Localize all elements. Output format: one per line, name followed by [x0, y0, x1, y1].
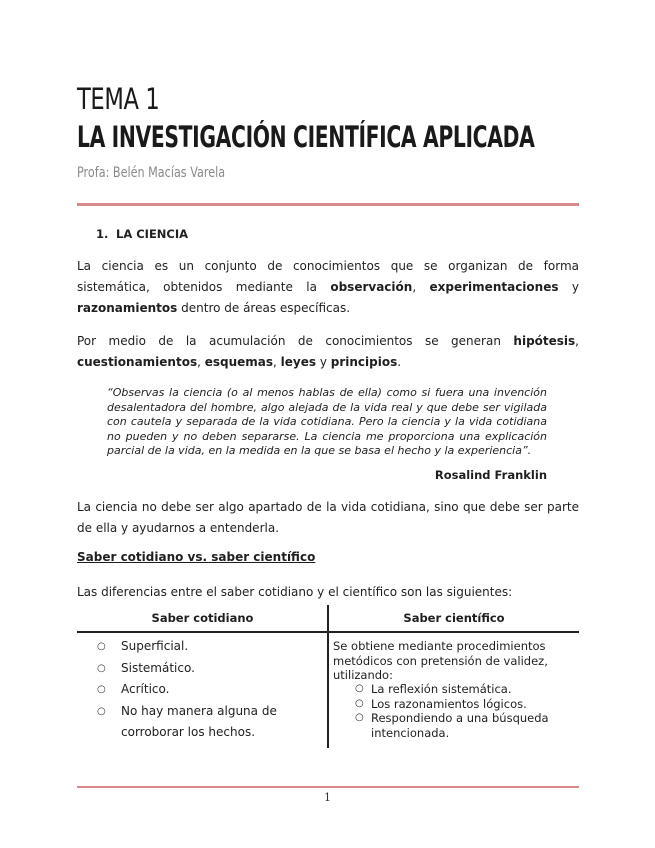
section-title: LA CIENCIA — [116, 227, 189, 241]
paragraph-daily-life: La ciencia no debe ser algo apartado de la vida cotidiana, sino que debe ser parte de ella y ayudarnos a entenderla. — [77, 500, 579, 535]
bold-term: hipótesis — [513, 334, 576, 348]
circle-bullet-icon: ○ — [355, 683, 364, 694]
bold-term: observación — [330, 280, 413, 294]
bold-term: principios — [330, 355, 398, 369]
list-item-text: Sistemático. — [121, 660, 195, 675]
circle-bullet-icon: ○ — [355, 697, 364, 709]
section-number: 1. — [96, 227, 109, 241]
list-item — [97, 658, 322, 680]
paragraph-definition — [77, 256, 579, 319]
circle-bullet-icon: ○ — [97, 705, 106, 717]
text-run: , — [273, 355, 281, 369]
table-column-divider — [327, 605, 329, 748]
list-item — [355, 697, 570, 712]
circle-bullet-icon: ○ — [97, 641, 106, 652]
list-item — [355, 682, 570, 697]
list-item-text: Acrítico. — [121, 682, 170, 696]
text-run: y — [316, 355, 331, 369]
footer-divider — [77, 786, 579, 788]
table-header-cotidiano: Saber cotidiano — [151, 611, 254, 625]
text-run: , — [575, 334, 579, 348]
header-divider — [77, 203, 579, 206]
cotidiano-list — [97, 636, 322, 744]
list-item — [97, 701, 322, 744]
quote-author: Rosalind Franklin — [434, 468, 547, 482]
text-run: , — [412, 280, 430, 294]
list-item-text: No hay manera alguna de corroborar los hechos. — [121, 703, 277, 739]
text-run: . — [397, 355, 402, 369]
text-run: dentro de áreas específicas. — [177, 301, 351, 315]
list-item — [97, 679, 322, 701]
list-item-text: Superficial. — [121, 639, 189, 653]
list-item-text: Los razonamientos lógicos. — [371, 696, 527, 711]
paragraph-differences-intro: Las diferencias entre el saber cotidiano y el científico son las siguientes: — [77, 585, 513, 599]
list-item-text: La reflexión sistemática. — [371, 682, 512, 696]
text-run: , — [197, 355, 205, 369]
text-run: La ciencia es un conjunto de conocimientos que se organizan de forma sistemática, obtenidos mediante la — [77, 259, 579, 294]
circle-bullet-icon: ○ — [97, 662, 106, 674]
quote-block: “Observas la ciencia (o al menos hablas de ella) como si fuera una invención desalentadora del hombre, algo alejada de la vida real y que debe ser vigilada con cautela y separada de la vida cotidiana. Pero la ciencia y la vida cotidiana no pueden y no deben separarse. La ciencia me proporciona una explicación parcial de la vida, en la medida en la que se basa el hecho y la experiencia”. — [107, 386, 547, 457]
bold-term: esquemas — [204, 355, 274, 369]
text-run: y — [558, 280, 579, 294]
text-run: Por medio de la acumulación de conocimientos se generan — [77, 334, 514, 348]
author-line: Profa: Belén Macías Varela — [77, 165, 226, 181]
page-number: 1 — [324, 791, 331, 804]
bold-term: experimentaciones — [429, 280, 559, 294]
document-title: LA INVESTIGACIÓN CIENTÍFICA APLICADA — [77, 120, 535, 154]
bold-term: razonamientos — [77, 301, 178, 315]
cientifico-intro: Se obtiene mediante procedimientos metódicos con pretensión de validez, utilizando: — [333, 639, 548, 682]
bold-term: leyes — [280, 355, 317, 369]
bold-term: cuestionamientos — [77, 355, 198, 369]
topic-title: TEMA 1 — [77, 82, 160, 116]
paragraph-accumulation — [77, 331, 579, 373]
circle-bullet-icon: ○ — [355, 712, 364, 723]
list-item — [355, 711, 570, 740]
list-item-text: Respondiendo a una búsqueda intencionada. — [371, 711, 549, 740]
list-item — [97, 636, 322, 658]
circle-bullet-icon: ○ — [97, 684, 106, 695]
cientifico-list — [355, 682, 570, 740]
subheading-comparison: Saber cotidiano vs. saber científico — [77, 550, 316, 564]
section-heading — [96, 227, 188, 241]
table-header-cientifico: Saber científico — [403, 611, 505, 625]
